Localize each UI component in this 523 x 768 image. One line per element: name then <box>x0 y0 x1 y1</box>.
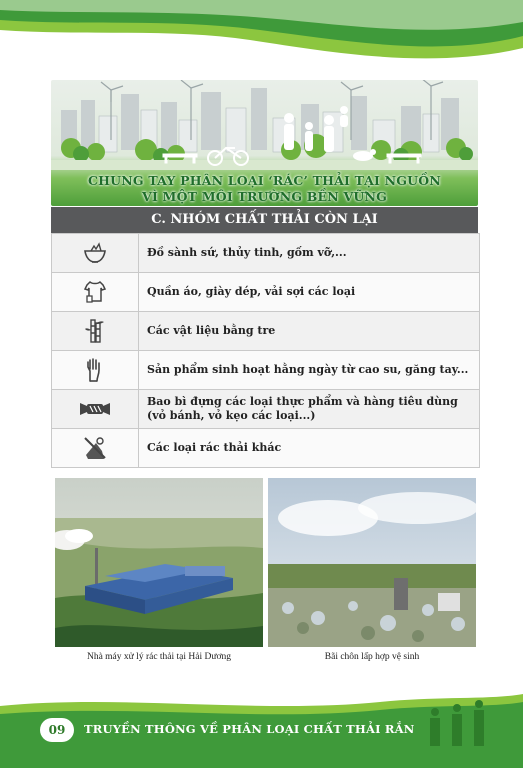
waste-category-table <box>51 233 480 468</box>
factory-photo <box>55 478 263 647</box>
table-row <box>52 428 479 467</box>
landfill-photo <box>268 478 476 647</box>
rubber-glove-icon <box>82 357 108 383</box>
list-item-label: Bao bì đựng các loại thực phẩm và hàng tiêu dùng (vỏ bánh, vỏ kẹo các loại...) <box>147 395 458 422</box>
table-row <box>52 350 479 389</box>
footer-title: TRUYỀN THÔNG VỀ PHÂN LOẠI CHẤT THẢI RẮN <box>84 722 415 736</box>
list-item-label: Các vật liệu bằng tre <box>147 324 276 337</box>
campaign-banner <box>51 80 478 206</box>
list-item-label: Sản phẩm sinh hoạt hằng ngày từ cao su, găng tay... <box>147 363 469 376</box>
banner-title-line1: CHUNG TAY PHÂN LOẠI ‘RÁC’ THẢI TẠI NGUỒN <box>88 173 441 188</box>
section-header: C. NHÓM CHẤT THẢI CÒN LẠI <box>51 207 478 233</box>
list-item-label: Đồ sành sứ, thủy tinh, gốm vỡ,... <box>147 246 347 259</box>
other-waste-icon <box>82 435 108 461</box>
top-wave-decoration <box>0 0 523 70</box>
candy-wrapper-icon <box>78 397 112 421</box>
table-row <box>52 233 479 272</box>
table-row <box>52 272 479 311</box>
bamboo-icon <box>82 318 108 344</box>
landfill-photo-caption: Bãi chôn lấp hợp vệ sinh <box>324 652 420 662</box>
list-item-label: Các loại rác thải khác <box>147 441 282 454</box>
table-row <box>52 311 479 350</box>
banner-title-line2: VÌ MỘT MÔI TRƯỜNG BỀN VỮNG <box>142 189 387 204</box>
list-item-label: Quần áo, giày dép, vải sợi các loại <box>147 285 356 298</box>
clothing-icon <box>82 279 108 305</box>
table-row <box>52 389 479 428</box>
page-number: 09 <box>40 718 74 742</box>
factory-photo-caption: Nhà máy xử lý rác thải tại Hải Dương <box>86 652 232 662</box>
ceramic-bowl-icon <box>82 240 108 266</box>
